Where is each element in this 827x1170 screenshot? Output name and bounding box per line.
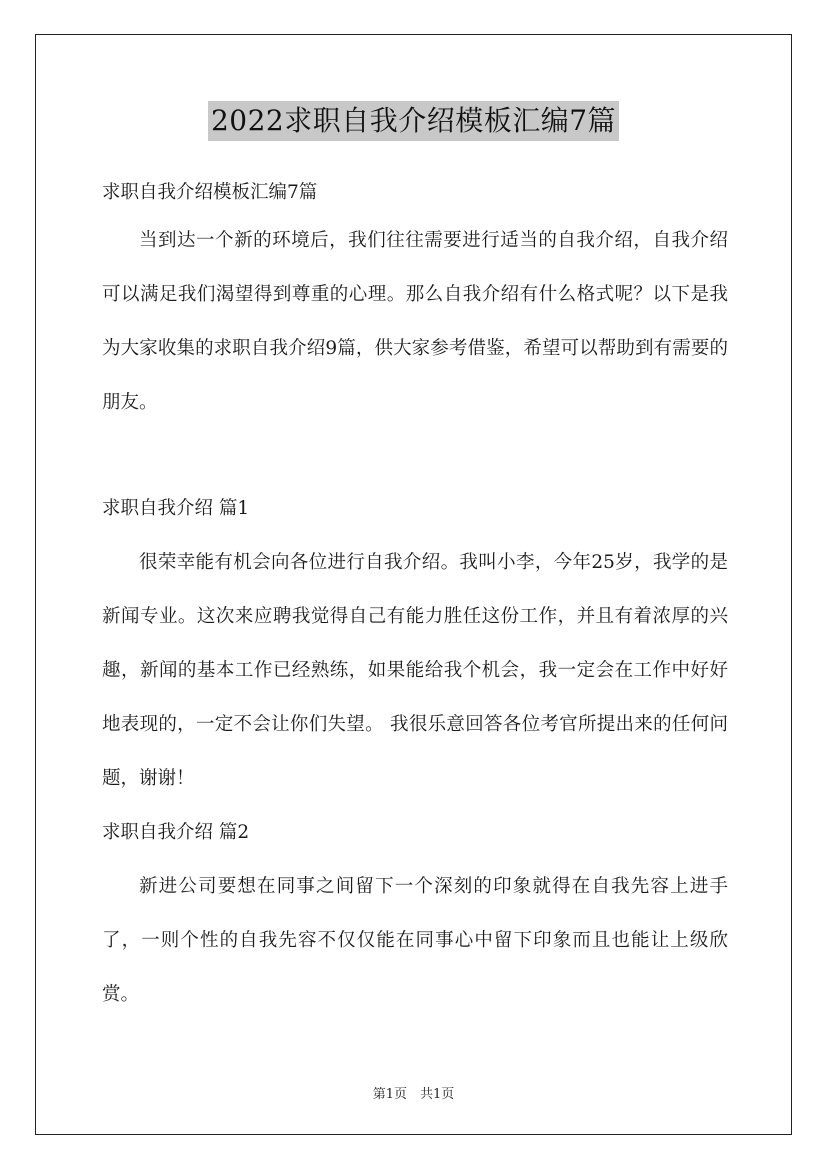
document-body [102, 172, 728, 1022]
document-title: 2022求职自我介绍模板汇编7篇 [208, 101, 619, 141]
section-heading-2: 求职自我介绍 篇2 [102, 822, 250, 843]
intro-paragraph: 当到达一个新的环境后，我们往往需要进行适当的自我介绍，自我介绍可以满足我们渴望得到尊重的心理。那么自我介绍有什么格式呢？以下是我为大家收集的求职自我介绍9篇，供大家参考借鉴，希望可以帮助到有需要的朋友。 [102, 230, 728, 413]
page-footer [0, 1083, 827, 1102]
section-heading-1: 求职自我介绍 篇1 [102, 498, 250, 519]
section-body-2: 新进公司要想在同事之间留下一个深刻的印象就得在自我先容上进手了，一则个性的自我先容不仅仅能在同事心中留下印象而且也能让上级欣赏。 [102, 876, 728, 1005]
document-subtitle: 求职自我介绍模板汇编7篇 [102, 182, 318, 203]
section-spacer [102, 430, 728, 482]
page-number-label: 第1页 共1页 [372, 1087, 455, 1102]
section-body-1: 很荣幸能有机会向各位进行自我介绍。我叫小李，今年25岁，我学的是新闻专业。这次来应聘我觉得自己有能力胜任这份工作，并且有着浓厚的兴趣，新闻的基本工作已经熟练，如果能给我个机会，我一定会在工作中好好地表现的，一定不会让你们失望。 我很乐意回答各位考官所提出来的任何问题，谢谢！ [102, 552, 728, 789]
title-wrap [0, 101, 827, 141]
